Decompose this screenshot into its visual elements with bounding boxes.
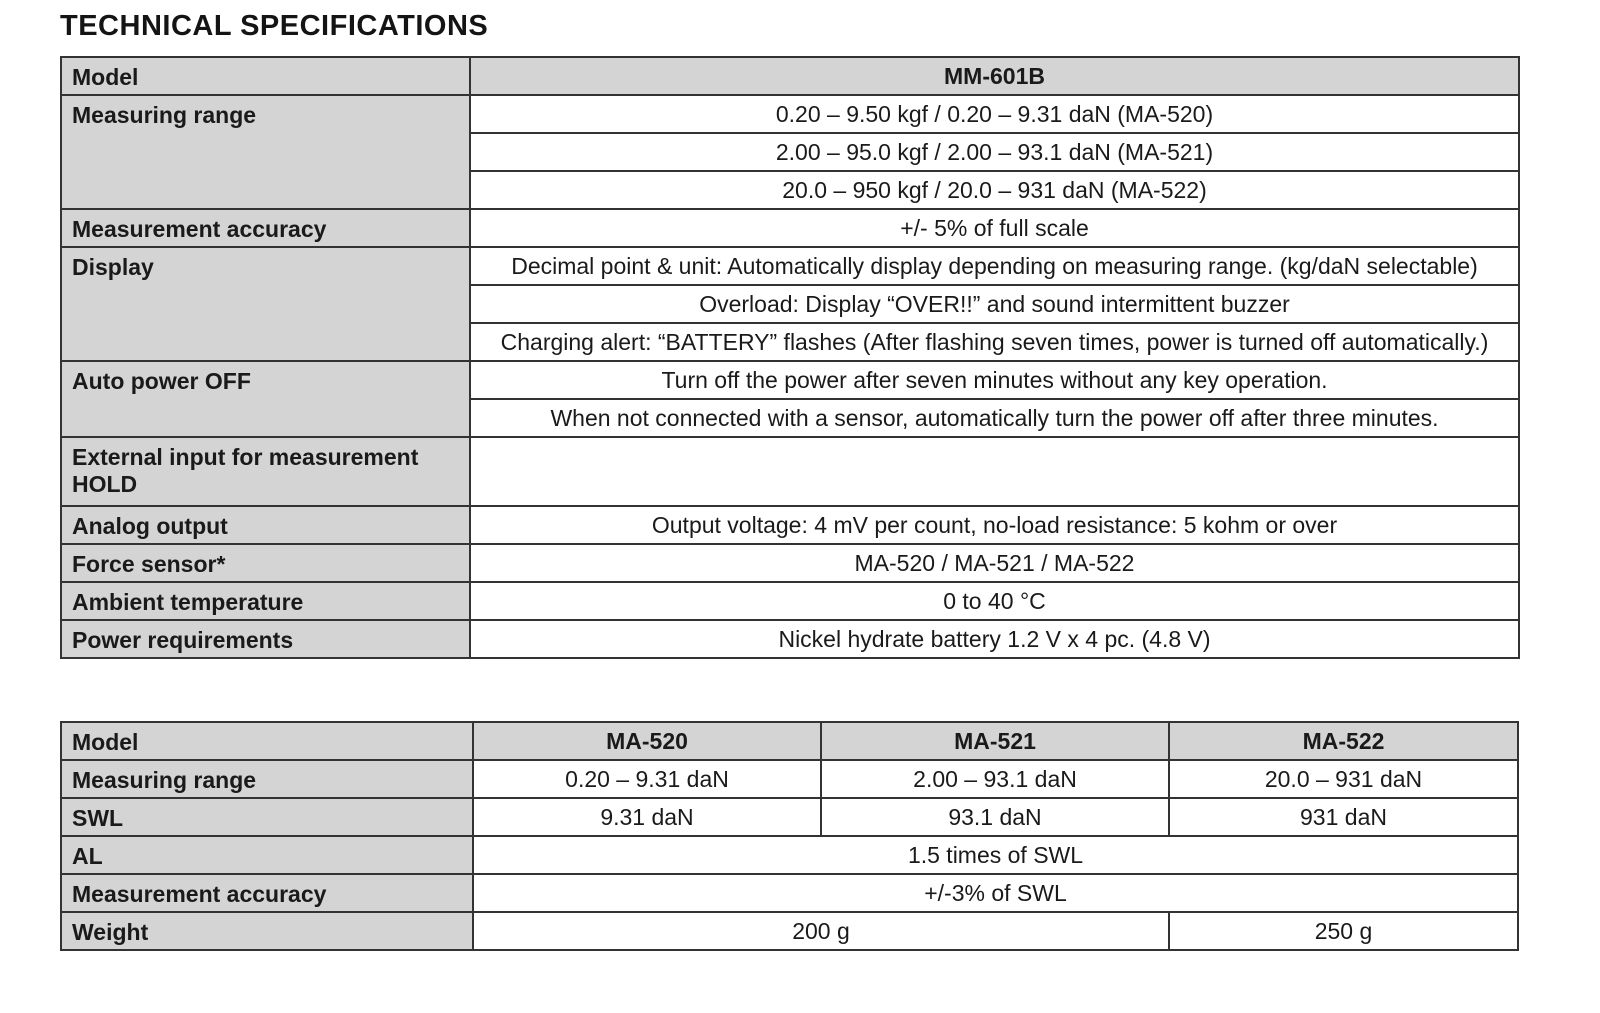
table-row — [61, 912, 1518, 950]
table-row — [61, 798, 1518, 836]
measuring-range-ma-520: 0.20 – 9.31 daN — [473, 760, 821, 798]
table-row — [61, 437, 1519, 506]
external-input-label: External input for measurement HOLD — [61, 437, 470, 506]
page-title: TECHNICAL SPECIFICATIONS — [60, 10, 489, 42]
accuracy-value: +/- 5% of full scale — [470, 209, 1519, 247]
swl-ma-520: 9.31 daN — [473, 798, 821, 836]
measuring-range-label: Measuring range — [61, 95, 470, 209]
accuracy-label: Measurement accuracy — [61, 209, 470, 247]
table-row — [61, 506, 1519, 544]
model-label: Model — [61, 722, 473, 760]
display-value: Decimal point & unit: Automatically display depending on measuring range. (kg/daN selectable) — [470, 247, 1519, 285]
swl-ma-522: 931 daN — [1169, 798, 1518, 836]
accuracy-label: Measurement accuracy — [61, 874, 473, 912]
measuring-range-value: 0.20 – 9.50 kgf / 0.20 – 9.31 daN (MA-520) — [470, 95, 1519, 133]
table-row — [61, 760, 1518, 798]
weight-ma-520-521: 200 g — [473, 912, 1169, 950]
table-row — [61, 57, 1519, 95]
measuring-range-ma-521: 2.00 – 93.1 daN — [821, 760, 1169, 798]
measuring-range-value: 20.0 – 950 kgf / 20.0 – 931 daN (MA-522) — [470, 171, 1519, 209]
measuring-range-label: Measuring range — [61, 760, 473, 798]
external-input-value — [470, 437, 1519, 506]
weight-ma-522: 250 g — [1169, 912, 1518, 950]
al-label: AL — [61, 836, 473, 874]
analog-output-value: Output voltage: 4 mV per count, no-load resistance: 5 kohm or over — [470, 506, 1519, 544]
mm601b-spec-table — [60, 56, 1520, 659]
display-label: Display — [61, 247, 470, 361]
display-value: Overload: Display “OVER!!” and sound intermittent buzzer — [470, 285, 1519, 323]
auto-power-value: When not connected with a sensor, automatically turn the power off after three minutes. — [470, 399, 1519, 437]
table-row — [61, 836, 1518, 874]
analog-output-label: Analog output — [61, 506, 470, 544]
model-value: MM-601B — [470, 57, 1519, 95]
table-row — [61, 722, 1518, 760]
table-row — [61, 361, 1519, 399]
auto-power-label: Auto power OFF — [61, 361, 470, 437]
power-requirements-label: Power requirements — [61, 620, 470, 658]
weight-label: Weight — [61, 912, 473, 950]
measuring-range-value: 2.00 – 95.0 kgf / 2.00 – 93.1 daN (MA-521) — [470, 133, 1519, 171]
swl-label: SWL — [61, 798, 473, 836]
power-requirements-value: Nickel hydrate battery 1.2 V x 4 pc. (4.8 V) — [470, 620, 1519, 658]
table-row — [61, 544, 1519, 582]
table-row — [61, 209, 1519, 247]
model-ma-522: MA-522 — [1169, 722, 1518, 760]
al-value: 1.5 times of SWL — [473, 836, 1518, 874]
ambient-temperature-label: Ambient temperature — [61, 582, 470, 620]
swl-ma-521: 93.1 daN — [821, 798, 1169, 836]
accuracy-value: +/-3% of SWL — [473, 874, 1518, 912]
auto-power-value: Turn off the power after seven minutes without any key operation. — [470, 361, 1519, 399]
table-row — [61, 874, 1518, 912]
model-ma-521: MA-521 — [821, 722, 1169, 760]
measuring-range-ma-522: 20.0 – 931 daN — [1169, 760, 1518, 798]
model-label: Model — [61, 57, 470, 95]
table-row — [61, 620, 1519, 658]
display-value: Charging alert: “BATTERY” flashes (After flashing seven times, power is turned off automatically.) — [470, 323, 1519, 361]
table-row — [61, 247, 1519, 285]
ambient-temperature-value: 0 to 40 °C — [470, 582, 1519, 620]
force-sensor-label: Force sensor* — [61, 544, 470, 582]
ma-sensor-spec-table — [60, 721, 1519, 951]
table-row — [61, 582, 1519, 620]
table-row — [61, 95, 1519, 133]
model-ma-520: MA-520 — [473, 722, 821, 760]
force-sensor-value: MA-520 / MA-521 / MA-522 — [470, 544, 1519, 582]
